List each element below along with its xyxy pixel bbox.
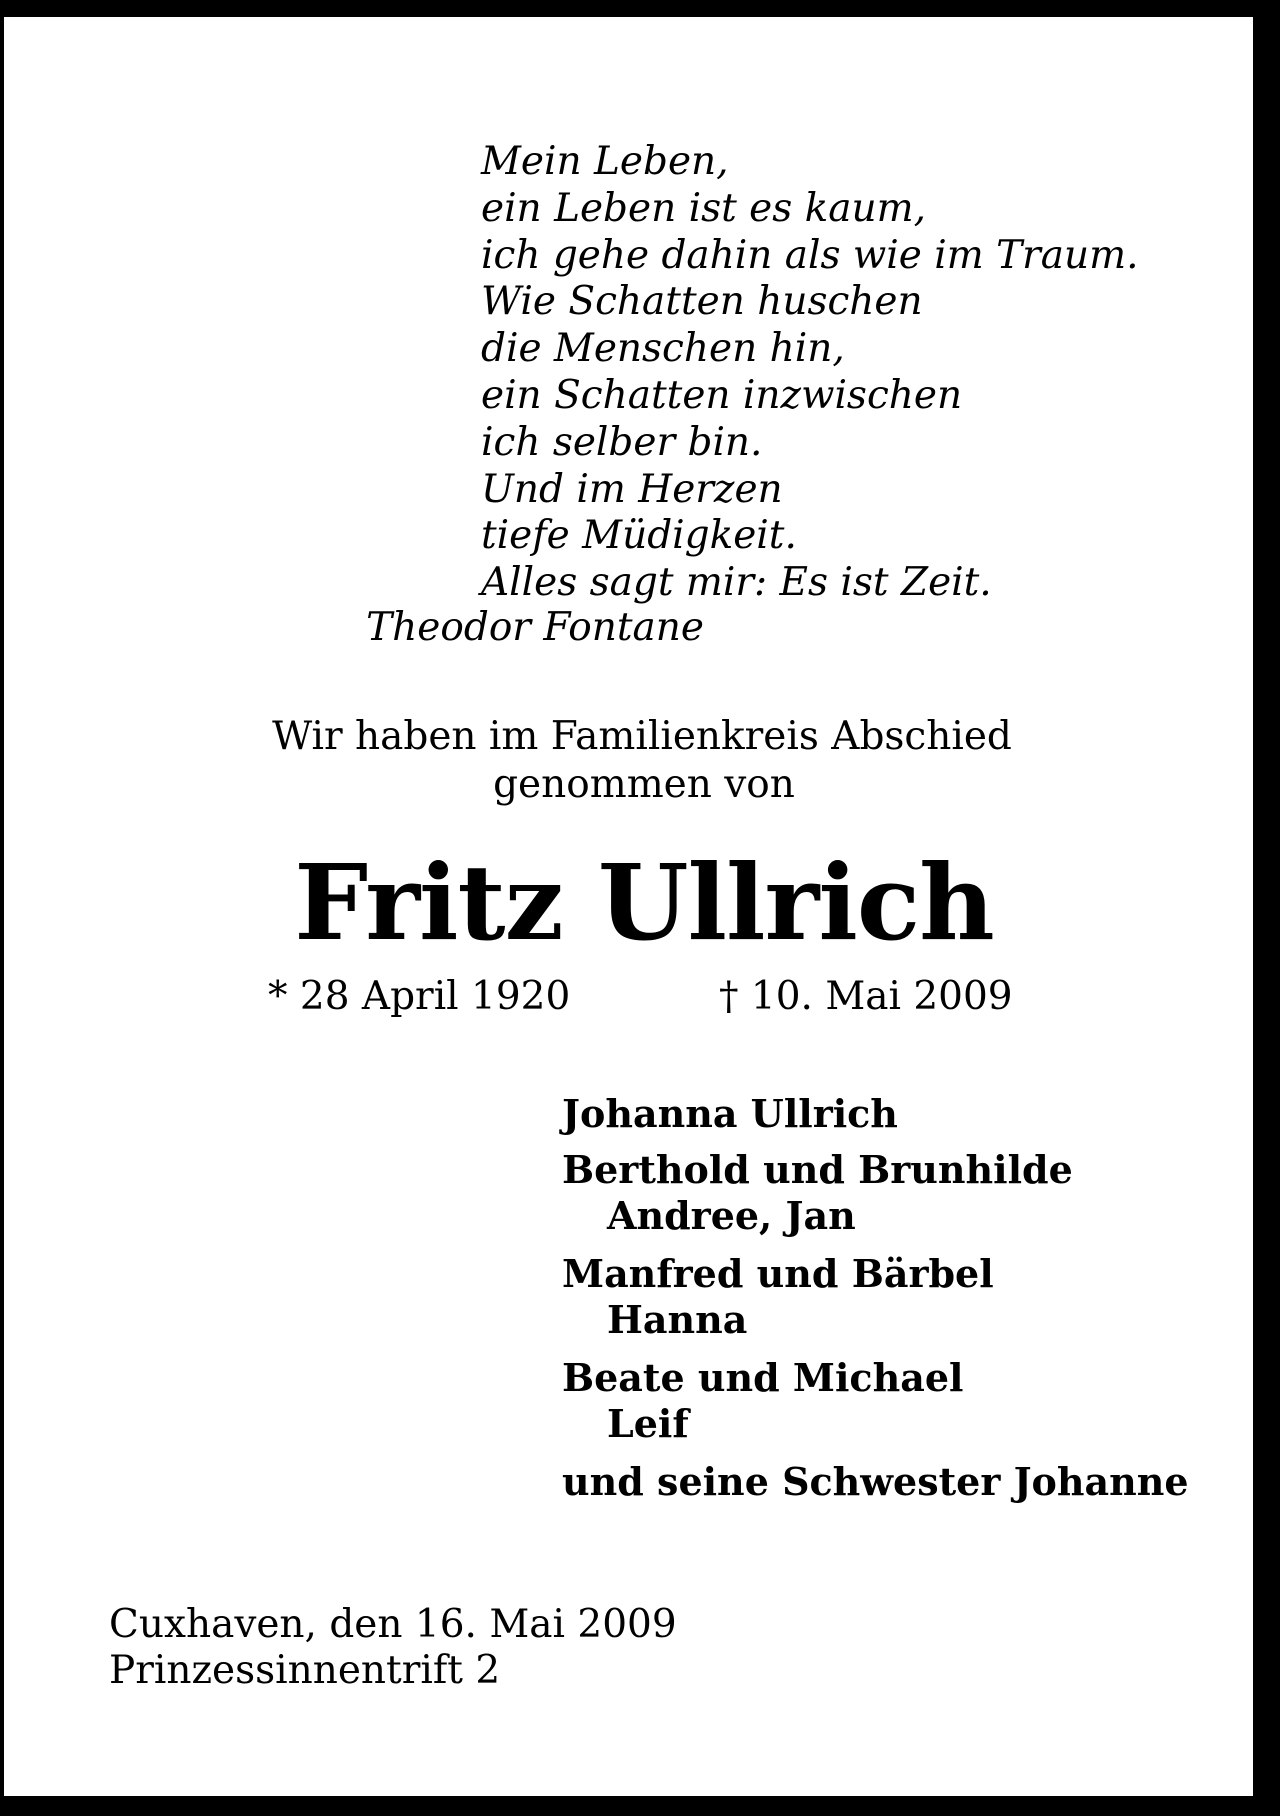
poem-line: Alles sagt mir: Es ist Zeit.	[481, 560, 992, 606]
poem-line: die Menschen hin,	[481, 326, 845, 372]
poem-line: Wie Schatten huschen	[481, 279, 923, 325]
poem-line: Mein Leben,	[481, 139, 729, 184]
mourner-name: und seine Schwester Johanne	[562, 1459, 1189, 1504]
poem-line: ich selber bin.	[481, 419, 763, 465]
deceased-name: Fritz Ullrich	[294, 841, 994, 964]
poem-line: ein Schatten inzwischen	[481, 372, 963, 418]
address: Prinzessinnentrift 2	[109, 1648, 501, 1693]
poem-author: Theodor Fontane	[366, 605, 704, 650]
mourner-name: Johanna Ullrich	[562, 1091, 898, 1136]
intro-line: Wir haben im Familienkreis Abschied	[272, 714, 1012, 759]
death-date: † 10. Mai 2009	[719, 974, 1013, 1019]
mourner-name: Andree, Jan	[607, 1193, 856, 1238]
poem-line: Und im Herzen	[481, 466, 783, 512]
birth-date: * 28 April 1920	[268, 974, 571, 1019]
mourner-name: Beate und Michael	[562, 1355, 964, 1400]
footer	[109, 1602, 677, 1694]
place-date: Cuxhaven, den 16. Mai 2009	[109, 1602, 677, 1647]
mourner-name: Leif	[607, 1401, 689, 1446]
mourner-name: Berthold und Brunhilde	[562, 1147, 1073, 1192]
poem	[481, 139, 1139, 607]
mourner-name: Hanna	[607, 1297, 748, 1342]
poem-line: ich gehe dahin als wie im Traum.	[481, 232, 1139, 278]
mourner-name: Manfred und Bärbel	[562, 1251, 994, 1296]
poem-line: ein Leben ist es kaum,	[481, 185, 927, 231]
poem-line: tiefe Müdigkeit.	[481, 513, 797, 559]
intro-line: genommen von	[493, 762, 795, 807]
